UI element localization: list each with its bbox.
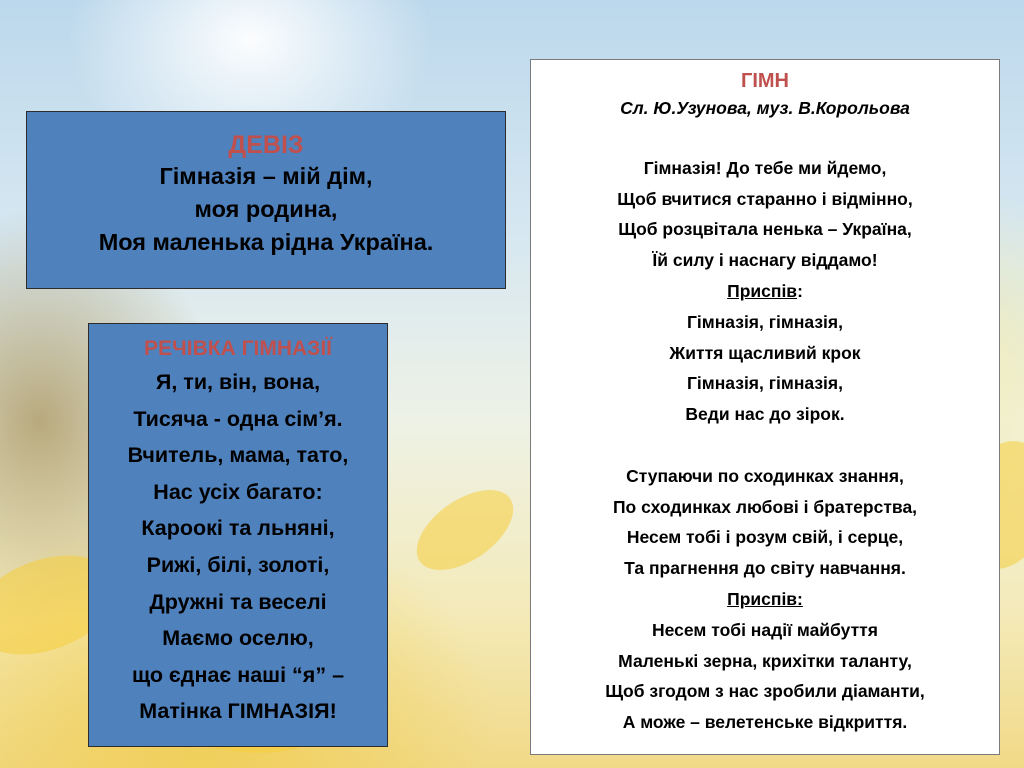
verse-line: По сходинках любові і братерства,	[612, 496, 918, 517]
chant-line: Рижі, білі, золоті,	[146, 552, 330, 577]
verse-line: Щоб розцвітала ненька – Україна,	[618, 219, 912, 240]
chorus-label: Приспів	[727, 280, 798, 301]
motto-line: Моя маленька рідна Україна.	[98, 229, 434, 255]
chant-title: РЕЧІВКА ГІМНАЗІЇ	[144, 337, 332, 360]
motto-title: ДЕВІЗ	[228, 131, 304, 159]
hymn-title: ГІМН	[741, 70, 789, 92]
sunflower-petal-decoration	[403, 474, 528, 586]
chant-line: Маємо оселю,	[162, 626, 314, 651]
chant-line: Тисяча - одна сім’я.	[133, 406, 343, 431]
motto-line: моя родина,	[194, 196, 338, 222]
chant-box	[88, 323, 388, 747]
chant-line: Кароокі та льняні,	[141, 516, 335, 541]
chorus-line: Гімназія, гімназія,	[687, 311, 843, 332]
chorus-heading	[531, 276, 999, 307]
chorus-line: Веди нас до зірок.	[685, 404, 845, 425]
verse-line: Несем тобі і розум свій, і серце,	[626, 527, 904, 548]
chorus-line: Несем тобі надії майбуття	[652, 619, 878, 640]
chant-line: Я, ти, він, вона,	[155, 370, 321, 394]
verse-line: Їй силу і наснагу віддамо!	[652, 250, 878, 271]
stanza-spacer	[531, 430, 999, 461]
hymn-box	[530, 59, 1000, 755]
verse-line: Гімназія! До тебе ми йдемо,	[643, 157, 887, 178]
chant-line: Дружні та веселі	[149, 589, 327, 614]
stanza-spacer	[531, 122, 999, 153]
chant-line: Нас усіх багато:	[153, 479, 323, 504]
chorus-label: Приспів:	[727, 588, 803, 609]
hymn-authors: Сл. Ю.Узунова, муз. В.Корольова	[620, 98, 910, 118]
verse-line: Та прагнення до світу навчання.	[624, 558, 906, 579]
chant-line: Вчитель, мама, тато,	[127, 443, 349, 468]
chorus-line: А може – велетенське відкриття.	[622, 712, 908, 733]
verse-line: Ступаючи по сходинках знання,	[626, 465, 904, 486]
chorus-heading	[531, 584, 999, 615]
motto-box	[26, 111, 506, 289]
chorus-line: Гімназія, гімназія,	[687, 373, 843, 394]
motto-line: Гімназія – мій дім,	[159, 163, 373, 189]
chant-line: Матінка ГІМНАЗІЯ!	[139, 699, 337, 724]
chorus-line: Маленькі зерна, крихітки таланту,	[618, 650, 912, 671]
verse-line: Щоб вчитися старанно і відмінно,	[617, 188, 913, 209]
chant-line: що єднає наші “я” –	[131, 662, 345, 687]
chorus-colon: :	[797, 280, 803, 301]
chorus-line: Життя щасливий крок	[669, 342, 861, 363]
chorus-line: Щоб згодом з нас зробили діаманти,	[605, 681, 925, 702]
